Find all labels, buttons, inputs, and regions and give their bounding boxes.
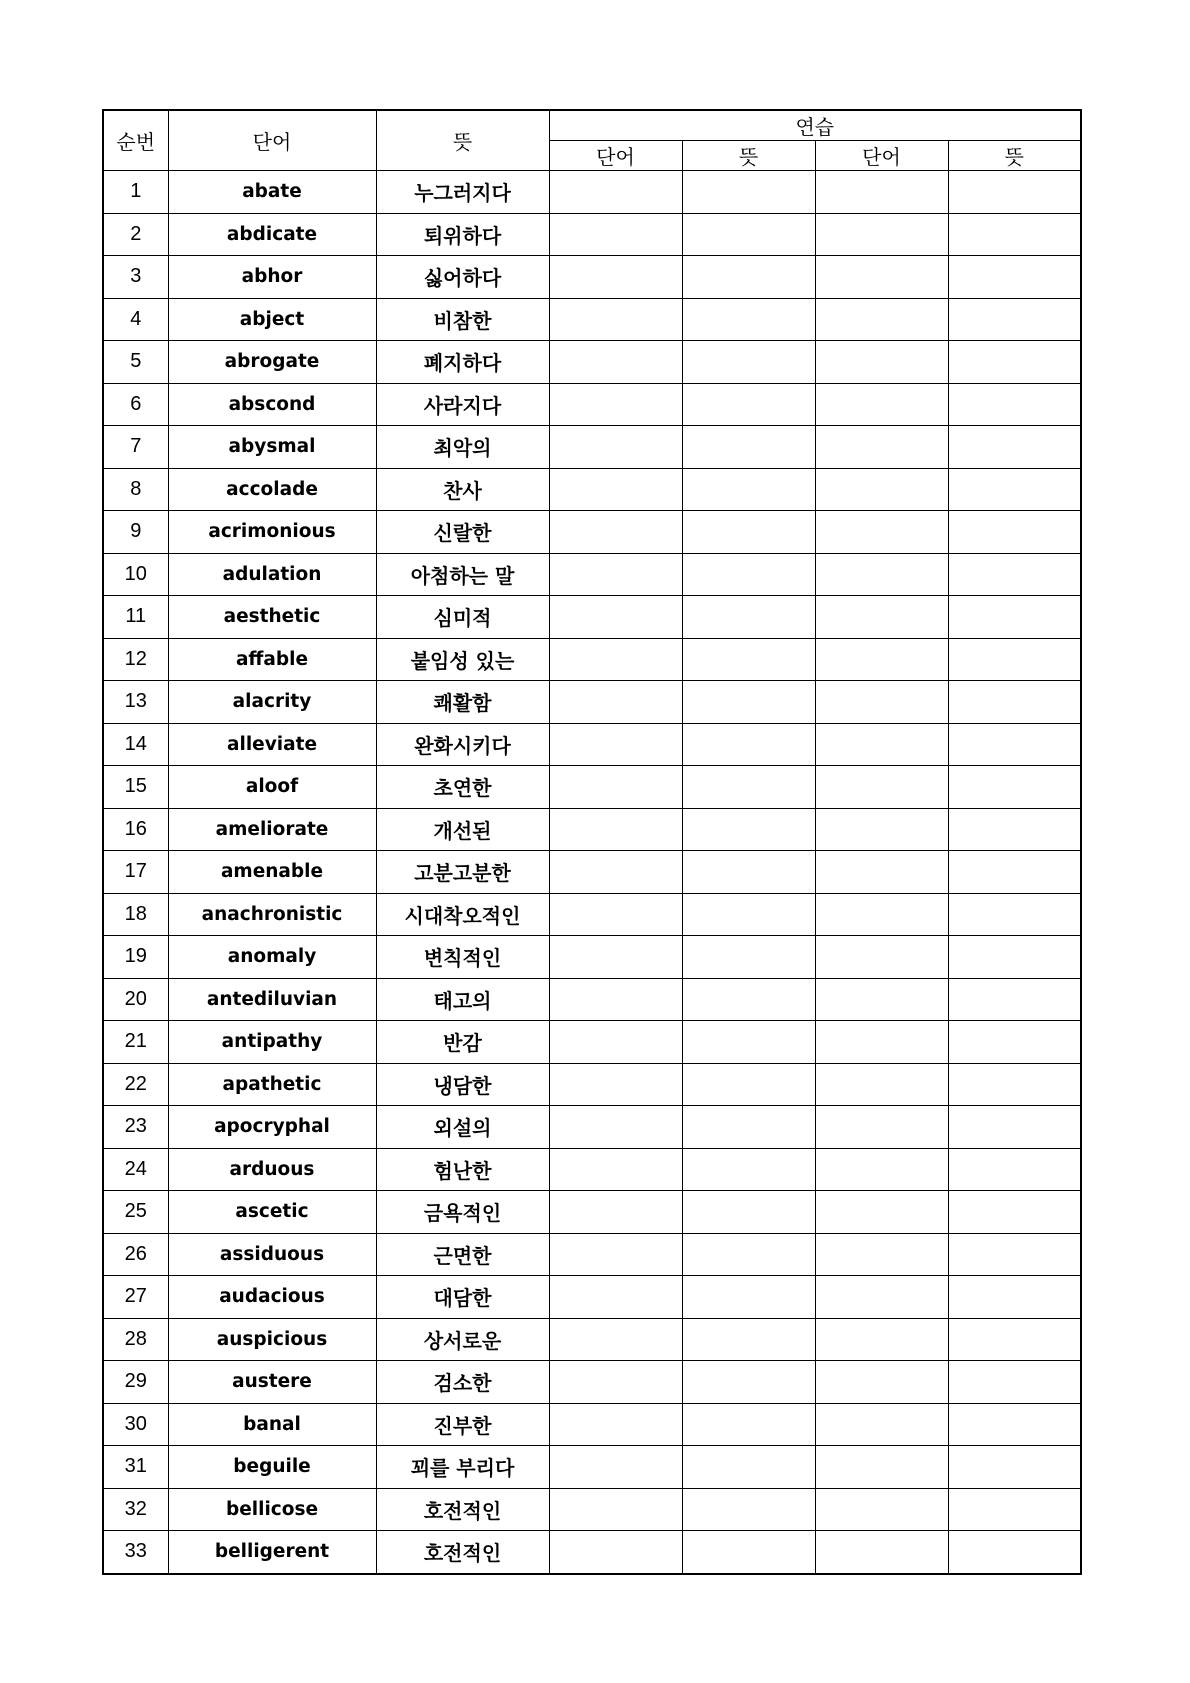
vocab-meaning: 사라지다 <box>376 383 549 426</box>
table-row <box>103 1361 1081 1404</box>
table-row <box>103 596 1081 639</box>
practice-meaning-cell[interactable] <box>948 511 1081 554</box>
vocab-word: acrimonious <box>168 511 376 554</box>
row-number: 29 <box>103 1361 168 1404</box>
vocab-word: ameliorate <box>168 808 376 851</box>
vocab-meaning: 개선된 <box>376 808 549 851</box>
practice-meaning-cell[interactable] <box>682 978 815 1021</box>
vocab-meaning: 초연한 <box>376 766 549 809</box>
vocab-meaning: 쾌활함 <box>376 681 549 724</box>
practice-meaning-cell[interactable] <box>682 256 815 299</box>
practice-meaning-cell[interactable] <box>682 893 815 936</box>
practice-word-cell[interactable] <box>549 468 682 511</box>
practice-word-cell[interactable] <box>549 1531 682 1574</box>
vocab-meaning: 심미적 <box>376 596 549 639</box>
practice-meaning-cell[interactable] <box>948 978 1081 1021</box>
vocab-word: apocryphal <box>168 1106 376 1149</box>
vocab-meaning: 찬사 <box>376 468 549 511</box>
vocab-meaning: 반감 <box>376 1021 549 1064</box>
practice-meaning-cell[interactable] <box>682 426 815 469</box>
practice-word-cell[interactable] <box>549 808 682 851</box>
table-row <box>103 936 1081 979</box>
practice-word-cell[interactable] <box>815 638 948 681</box>
row-number: 4 <box>103 298 168 341</box>
row-number: 23 <box>103 1106 168 1149</box>
row-number: 3 <box>103 256 168 299</box>
practice-meaning-cell[interactable] <box>682 1403 815 1446</box>
practice-word-cell[interactable] <box>549 511 682 554</box>
row-number: 10 <box>103 553 168 596</box>
vocab-word: abject <box>168 298 376 341</box>
vocab-meaning: 꾀를 부리다 <box>376 1446 549 1489</box>
practice-meaning-cell[interactable] <box>948 1446 1081 1489</box>
practice-word-cell[interactable] <box>815 596 948 639</box>
practice-meaning-cell[interactable] <box>682 1148 815 1191</box>
practice-word-cell[interactable] <box>815 1276 948 1319</box>
practice-word-cell[interactable] <box>815 1191 948 1234</box>
table-row <box>103 298 1081 341</box>
practice-word-cell[interactable] <box>549 1106 682 1149</box>
row-number: 13 <box>103 681 168 724</box>
practice-word-cell[interactable] <box>549 1063 682 1106</box>
practice-meaning-cell[interactable] <box>682 1276 815 1319</box>
practice-word-cell[interactable] <box>815 1106 948 1149</box>
practice-word-cell[interactable] <box>549 298 682 341</box>
vocab-word: antediluvian <box>168 978 376 1021</box>
practice-word-cell[interactable] <box>815 426 948 469</box>
table-row <box>103 341 1081 384</box>
table-row <box>103 1403 1081 1446</box>
vocab-word: aloof <box>168 766 376 809</box>
practice-word-cell[interactable] <box>549 213 682 256</box>
vocab-meaning: 변칙적인 <box>376 936 549 979</box>
vocab-word: apathetic <box>168 1063 376 1106</box>
vocab-meaning: 시대착오적인 <box>376 893 549 936</box>
practice-meaning-cell[interactable] <box>948 1233 1081 1276</box>
vocab-word: anachronistic <box>168 893 376 936</box>
vocab-word: abrogate <box>168 341 376 384</box>
practice-word-cell[interactable] <box>549 766 682 809</box>
practice-meaning-cell[interactable] <box>948 1361 1081 1404</box>
vocab-meaning: 누그러지다 <box>376 171 549 214</box>
table-row <box>103 1318 1081 1361</box>
vocab-word: accolade <box>168 468 376 511</box>
table-row <box>103 1148 1081 1191</box>
practice-meaning-cell[interactable] <box>682 468 815 511</box>
practice-meaning-cell[interactable] <box>682 1488 815 1531</box>
vocab-meaning: 아첨하는 말 <box>376 553 549 596</box>
vocab-meaning: 완화시키다 <box>376 723 549 766</box>
practice-meaning-cell[interactable] <box>682 171 815 214</box>
vocab-meaning: 붙임성 있는 <box>376 638 549 681</box>
practice-word-cell[interactable] <box>815 893 948 936</box>
practice-meaning-cell[interactable] <box>948 341 1081 384</box>
table-row <box>103 426 1081 469</box>
row-number: 17 <box>103 851 168 894</box>
vocab-word: abysmal <box>168 426 376 469</box>
practice-meaning-cell[interactable] <box>682 1531 815 1574</box>
practice-meaning-cell[interactable] <box>948 1148 1081 1191</box>
row-number: 9 <box>103 511 168 554</box>
practice-meaning-cell[interactable] <box>682 1021 815 1064</box>
practice-meaning-cell[interactable] <box>948 851 1081 894</box>
vocab-meaning: 금욕적인 <box>376 1191 549 1234</box>
vocab-word: alleviate <box>168 723 376 766</box>
vocab-word: affable <box>168 638 376 681</box>
vocab-meaning: 태고의 <box>376 978 549 1021</box>
row-number: 32 <box>103 1488 168 1531</box>
row-number: 14 <box>103 723 168 766</box>
practice-meaning-cell[interactable] <box>948 1403 1081 1446</box>
practice-meaning-cell[interactable] <box>682 298 815 341</box>
row-number: 19 <box>103 936 168 979</box>
practice-word-cell[interactable] <box>815 1488 948 1531</box>
practice-word-cell[interactable] <box>549 1233 682 1276</box>
practice-meaning-cell[interactable] <box>948 936 1081 979</box>
practice-meaning-cell[interactable] <box>948 1318 1081 1361</box>
practice-word-cell[interactable] <box>549 1488 682 1531</box>
row-number: 20 <box>103 978 168 1021</box>
practice-word-cell[interactable] <box>815 1021 948 1064</box>
vocab-meaning: 퇴위하다 <box>376 213 549 256</box>
row-number: 1 <box>103 171 168 214</box>
practice-word-cell[interactable] <box>815 766 948 809</box>
vocab-meaning: 고분고분한 <box>376 851 549 894</box>
vocab-word: arduous <box>168 1148 376 1191</box>
practice-meaning-cell[interactable] <box>682 936 815 979</box>
table-row <box>103 638 1081 681</box>
practice-meaning-cell[interactable] <box>682 213 815 256</box>
vocab-word: austere <box>168 1361 376 1404</box>
vocab-meaning: 진부한 <box>376 1403 549 1446</box>
vocab-word: adulation <box>168 553 376 596</box>
practice-word-cell[interactable] <box>815 851 948 894</box>
vocab-meaning: 싫어하다 <box>376 256 549 299</box>
practice-meaning-cell[interactable] <box>948 723 1081 766</box>
practice-word-cell[interactable] <box>815 383 948 426</box>
practice-word-cell[interactable] <box>815 213 948 256</box>
vocabulary-table <box>102 109 1082 1575</box>
table-row <box>103 171 1081 214</box>
practice-word-cell[interactable] <box>815 171 948 214</box>
practice-word-cell[interactable] <box>549 978 682 1021</box>
practice-word-cell[interactable] <box>549 383 682 426</box>
practice-meaning-cell[interactable] <box>682 1446 815 1489</box>
practice-word-cell[interactable] <box>815 1446 948 1489</box>
practice-meaning-cell[interactable] <box>682 723 815 766</box>
table-row <box>103 468 1081 511</box>
practice-meaning-cell[interactable] <box>682 1318 815 1361</box>
table-row <box>103 1488 1081 1531</box>
row-number: 12 <box>103 638 168 681</box>
practice-word-cell[interactable] <box>549 553 682 596</box>
table-row <box>103 1106 1081 1149</box>
vocab-word: anomaly <box>168 936 376 979</box>
table-row <box>103 851 1081 894</box>
practice-word-cell[interactable] <box>549 596 682 639</box>
row-number: 27 <box>103 1276 168 1319</box>
practice-meaning-cell[interactable] <box>948 1191 1081 1234</box>
table-row <box>103 256 1081 299</box>
practice-word-cell[interactable] <box>815 341 948 384</box>
practice-meaning-cell[interactable] <box>948 638 1081 681</box>
vocab-meaning: 근면한 <box>376 1233 549 1276</box>
practice-word-cell[interactable] <box>549 1361 682 1404</box>
practice-meaning-cell[interactable] <box>682 511 815 554</box>
vocab-meaning: 상서로운 <box>376 1318 549 1361</box>
vocab-word: auspicious <box>168 1318 376 1361</box>
row-number: 18 <box>103 893 168 936</box>
vocab-word: beguile <box>168 1446 376 1489</box>
header-practice-meaning-1: 뜻 <box>682 141 815 171</box>
practice-meaning-cell[interactable] <box>948 1488 1081 1531</box>
header-practice-word-1: 단어 <box>549 141 682 171</box>
table-row <box>103 1063 1081 1106</box>
vocab-word: antipathy <box>168 1021 376 1064</box>
vocab-word: abhor <box>168 256 376 299</box>
practice-word-cell[interactable] <box>815 1361 948 1404</box>
practice-meaning-cell[interactable] <box>682 596 815 639</box>
practice-word-cell[interactable] <box>549 256 682 299</box>
table-body <box>103 171 1081 1574</box>
table-row <box>103 1233 1081 1276</box>
table-row <box>103 1276 1081 1319</box>
practice-word-cell[interactable] <box>549 681 682 724</box>
row-number: 22 <box>103 1063 168 1106</box>
vocab-word: audacious <box>168 1276 376 1319</box>
practice-word-cell[interactable] <box>549 1318 682 1361</box>
practice-meaning-cell[interactable] <box>682 638 815 681</box>
practice-meaning-cell[interactable] <box>948 766 1081 809</box>
practice-word-cell[interactable] <box>815 1148 948 1191</box>
vocab-word: abdicate <box>168 213 376 256</box>
table-row <box>103 383 1081 426</box>
row-number: 24 <box>103 1148 168 1191</box>
practice-word-cell[interactable] <box>815 978 948 1021</box>
practice-word-cell[interactable] <box>549 723 682 766</box>
vocab-word: abate <box>168 171 376 214</box>
practice-meaning-cell[interactable] <box>682 1361 815 1404</box>
practice-word-cell[interactable] <box>815 1531 948 1574</box>
vocab-meaning: 외설의 <box>376 1106 549 1149</box>
practice-meaning-cell[interactable] <box>948 808 1081 851</box>
practice-word-cell[interactable] <box>815 256 948 299</box>
table-row <box>103 1531 1081 1574</box>
practice-word-cell[interactable] <box>815 468 948 511</box>
vocab-meaning: 폐지하다 <box>376 341 549 384</box>
table-row <box>103 1446 1081 1489</box>
practice-meaning-cell[interactable] <box>948 383 1081 426</box>
practice-meaning-cell[interactable] <box>948 1106 1081 1149</box>
practice-meaning-cell[interactable] <box>948 213 1081 256</box>
header-practice-meaning-2: 뜻 <box>948 141 1081 171</box>
practice-meaning-cell[interactable] <box>682 553 815 596</box>
practice-word-cell[interactable] <box>815 1318 948 1361</box>
practice-word-cell[interactable] <box>549 1148 682 1191</box>
vocab-meaning: 냉담한 <box>376 1063 549 1106</box>
row-number: 5 <box>103 341 168 384</box>
practice-word-cell[interactable] <box>815 1063 948 1106</box>
table-row <box>103 723 1081 766</box>
practice-word-cell[interactable] <box>549 638 682 681</box>
vocab-word: alacrity <box>168 681 376 724</box>
row-number: 31 <box>103 1446 168 1489</box>
vocab-word: amenable <box>168 851 376 894</box>
table-row <box>103 978 1081 1021</box>
practice-word-cell[interactable] <box>549 1403 682 1446</box>
practice-meaning-cell[interactable] <box>948 1021 1081 1064</box>
row-number: 8 <box>103 468 168 511</box>
vocab-meaning: 대담한 <box>376 1276 549 1319</box>
practice-meaning-cell[interactable] <box>948 468 1081 511</box>
header-row-1 <box>103 110 1081 141</box>
practice-word-cell[interactable] <box>549 171 682 214</box>
practice-word-cell[interactable] <box>815 298 948 341</box>
practice-word-cell[interactable] <box>815 1233 948 1276</box>
practice-meaning-cell[interactable] <box>682 681 815 724</box>
row-number: 15 <box>103 766 168 809</box>
practice-word-cell[interactable] <box>815 681 948 724</box>
practice-meaning-cell[interactable] <box>948 596 1081 639</box>
practice-meaning-cell[interactable] <box>682 1063 815 1106</box>
practice-word-cell[interactable] <box>815 553 948 596</box>
practice-word-cell[interactable] <box>549 1276 682 1319</box>
table-row <box>103 553 1081 596</box>
practice-word-cell[interactable] <box>815 723 948 766</box>
practice-meaning-cell[interactable] <box>948 426 1081 469</box>
practice-word-cell[interactable] <box>815 1403 948 1446</box>
vocab-meaning: 호전적인 <box>376 1488 549 1531</box>
table-row <box>103 808 1081 851</box>
row-number: 30 <box>103 1403 168 1446</box>
practice-meaning-cell[interactable] <box>682 383 815 426</box>
vocab-word: bellicose <box>168 1488 376 1531</box>
practice-meaning-cell[interactable] <box>948 171 1081 214</box>
row-number: 11 <box>103 596 168 639</box>
table-row <box>103 213 1081 256</box>
vocab-word: belligerent <box>168 1531 376 1574</box>
row-number: 26 <box>103 1233 168 1276</box>
practice-meaning-cell[interactable] <box>682 1191 815 1234</box>
practice-word-cell[interactable] <box>549 1021 682 1064</box>
header-meaning: 뜻 <box>376 110 549 171</box>
practice-meaning-cell[interactable] <box>948 1276 1081 1319</box>
row-number: 28 <box>103 1318 168 1361</box>
vocab-meaning: 호전적인 <box>376 1531 549 1574</box>
vocab-meaning: 신랄한 <box>376 511 549 554</box>
practice-word-cell[interactable] <box>815 936 948 979</box>
row-number: 2 <box>103 213 168 256</box>
vocab-meaning: 비참한 <box>376 298 549 341</box>
header-word: 단어 <box>168 110 376 171</box>
practice-meaning-cell[interactable] <box>948 553 1081 596</box>
row-number: 33 <box>103 1531 168 1574</box>
header-num: 순번 <box>103 110 168 171</box>
table-row <box>103 681 1081 724</box>
vocab-meaning: 검소한 <box>376 1361 549 1404</box>
header-practice: 연습 <box>549 110 1081 141</box>
vocab-word: aesthetic <box>168 596 376 639</box>
practice-meaning-cell[interactable] <box>682 808 815 851</box>
row-number: 21 <box>103 1021 168 1064</box>
table-row <box>103 893 1081 936</box>
practice-word-cell[interactable] <box>549 1446 682 1489</box>
vocab-meaning: 험난한 <box>376 1148 549 1191</box>
practice-meaning-cell[interactable] <box>948 1063 1081 1106</box>
practice-word-cell[interactable] <box>549 851 682 894</box>
header-practice-word-2: 단어 <box>815 141 948 171</box>
practice-word-cell[interactable] <box>815 511 948 554</box>
practice-meaning-cell[interactable] <box>682 341 815 384</box>
practice-word-cell[interactable] <box>549 936 682 979</box>
practice-word-cell[interactable] <box>549 341 682 384</box>
vocab-meaning: 최악의 <box>376 426 549 469</box>
practice-meaning-cell[interactable] <box>682 1233 815 1276</box>
table-row <box>103 511 1081 554</box>
practice-meaning-cell[interactable] <box>948 681 1081 724</box>
practice-meaning-cell[interactable] <box>682 851 815 894</box>
practice-meaning-cell[interactable] <box>948 298 1081 341</box>
practice-meaning-cell[interactable] <box>948 893 1081 936</box>
row-number: 25 <box>103 1191 168 1234</box>
table-row <box>103 766 1081 809</box>
table-row <box>103 1021 1081 1064</box>
practice-meaning-cell[interactable] <box>948 1531 1081 1574</box>
practice-meaning-cell[interactable] <box>682 1106 815 1149</box>
vocab-word: abscond <box>168 383 376 426</box>
row-number: 16 <box>103 808 168 851</box>
practice-word-cell[interactable] <box>815 808 948 851</box>
practice-word-cell[interactable] <box>549 426 682 469</box>
table-row <box>103 1191 1081 1234</box>
vocab-word: banal <box>168 1403 376 1446</box>
row-number: 6 <box>103 383 168 426</box>
practice-word-cell[interactable] <box>549 1191 682 1234</box>
practice-meaning-cell[interactable] <box>682 766 815 809</box>
vocab-word: assiduous <box>168 1233 376 1276</box>
practice-word-cell[interactable] <box>549 893 682 936</box>
row-number: 7 <box>103 426 168 469</box>
practice-meaning-cell[interactable] <box>948 256 1081 299</box>
vocab-word: ascetic <box>168 1191 376 1234</box>
